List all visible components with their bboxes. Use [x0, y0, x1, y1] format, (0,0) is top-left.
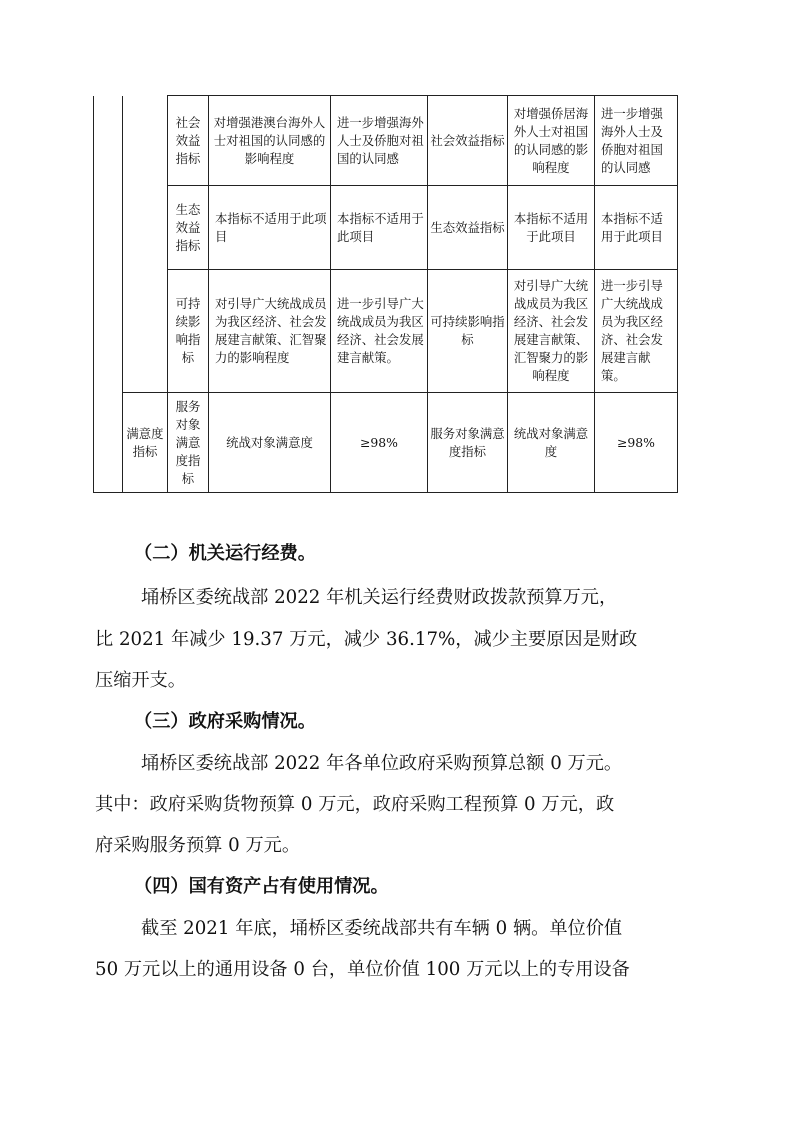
paragraph-line: 压缩开支。 [95, 670, 186, 691]
table-cell: ≥98% [331, 393, 428, 493]
paragraph-line: 截至 2021 年底，埇桥区委统战部共有车辆 0 辆。单位价值 [141, 918, 623, 939]
paragraph-line: 其中：政府采购货物预算 0 万元，政府采购工程预算 0 万元，政 [95, 794, 615, 815]
table-cell: 对增强侨居海外人士对祖国的认同感的影响程度 [508, 96, 595, 186]
section-heading: （二）机关运行经费。 [134, 543, 316, 564]
table-cell: 可持续影响指标 [428, 270, 508, 393]
table-cell: 社会效益指标 [428, 96, 508, 186]
paragraph-line: 50 万元以上的通用设备 0 台，单位价值 100 万元以上的专用设备 [95, 959, 630, 980]
table-cell: 社会效益指标 [168, 96, 209, 186]
section-heading: （四）国有资产占有使用情况。 [134, 876, 389, 897]
table-cell: 进一步引导广大统战成员为我区经济、社会发展建言献策。 [331, 270, 428, 393]
table-cell: 对增强港澳台海外人士对祖国的认同感的影响程度 [209, 96, 331, 186]
table-cell: 服务对象满意度指标 [428, 393, 508, 493]
table-cell: 进一步增强海外人士及侨胞对祖国的认同感 [595, 96, 678, 186]
table-row [94, 186, 678, 270]
table-cell: 满意度指标 [123, 393, 168, 493]
table-cell: 本指标不适用于此项目 [331, 186, 428, 270]
performance-indicator-table [93, 95, 678, 493]
table-cell: 统战对象满意度 [209, 393, 331, 493]
table-cell: 对引导广大统战成员为我区经济、社会发展建言献策、汇智聚力的影响程度 [209, 270, 331, 393]
paragraph-line: 埇桥区委统战部 2022 年各单位政府采购预算总额 0 万元。 [141, 753, 623, 774]
table-cell: 本指标不适用于此项目 [508, 186, 595, 270]
table-cell: 本指标不适用于此项目 [595, 186, 678, 270]
table-cell: 服务对象满意度指标 [168, 393, 209, 493]
paragraph-line: 埇桥区委统战部 2022 年机关运行经费财政拨款预算万元， [141, 587, 618, 608]
table-cell: 生态效益指标 [168, 186, 209, 270]
paragraph-line: 比 2021 年减少 19.37 万元，减少 36.17%，减少主要原因是财政 [95, 629, 638, 650]
table-cell: 进一步引导广大统战成员为我区经济、社会发展建言献策。 [595, 270, 678, 393]
table-row [94, 96, 678, 186]
table-cell: 对引导广大统战成员为我区经济、社会发展建言献策、汇智聚力的影响程度 [508, 270, 595, 393]
table-cell: 本指标不适用于此项目 [209, 186, 331, 270]
table-row [94, 270, 678, 393]
section-heading: （三）政府采购情况。 [134, 711, 316, 732]
table-cell: ≥98% [595, 393, 678, 493]
table-cell: 统战对象满意度 [508, 393, 595, 493]
table-cell: 生态效益指标 [428, 186, 508, 270]
table-row [94, 393, 678, 493]
paragraph-line: 府采购服务预算 0 万元。 [95, 835, 301, 856]
table-cell-level2-empty [123, 96, 168, 393]
table-cell: 可持续影响指标 [168, 270, 209, 393]
table-cell-level1-empty [94, 96, 123, 493]
table-cell: 进一步增强海外人士及侨胞对祖国的认同感 [331, 96, 428, 186]
